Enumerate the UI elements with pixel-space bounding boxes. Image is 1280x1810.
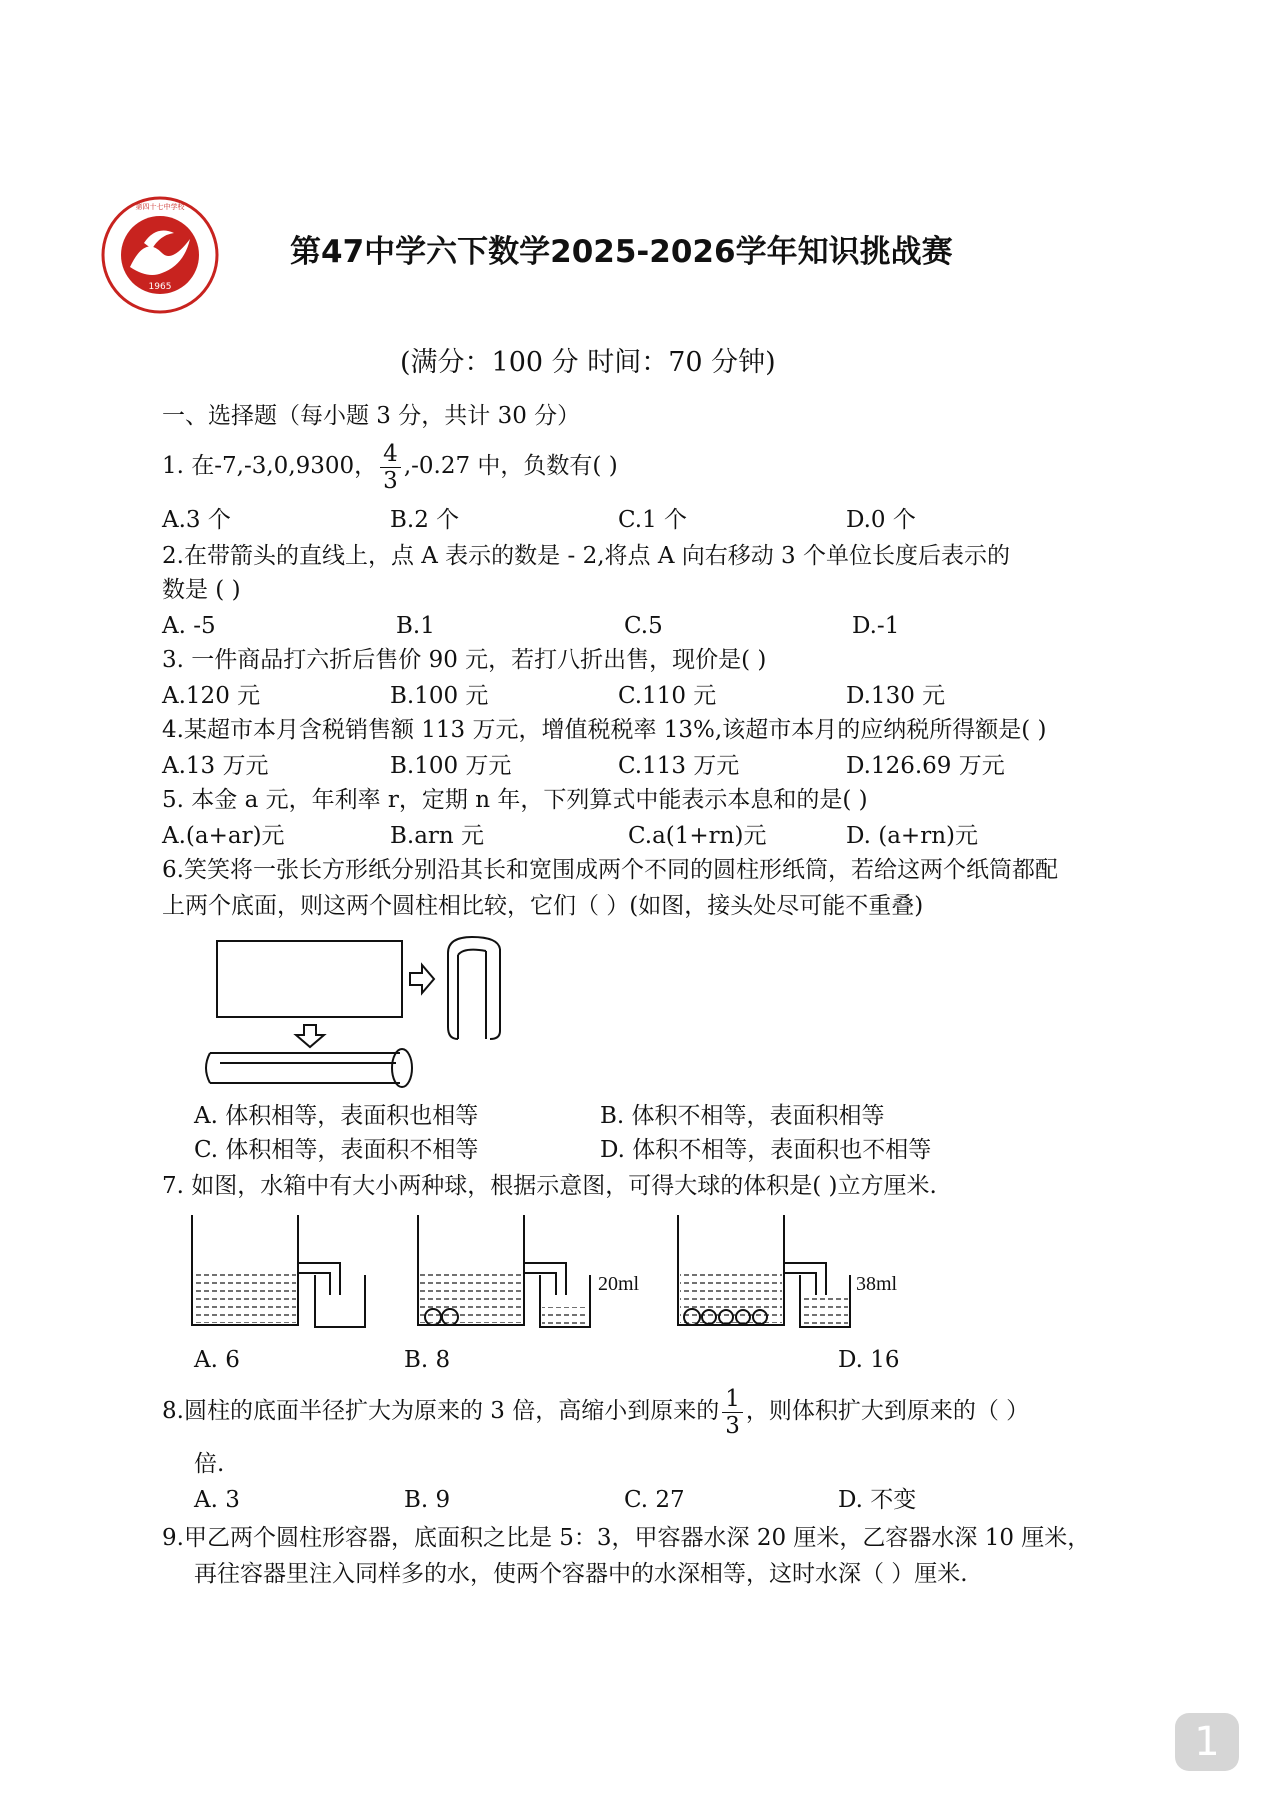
fraction-4-3: $\frac{4}{3}$ — [380, 441, 401, 494]
q1-option-c[interactable]: C.1 个 — [618, 507, 688, 533]
question-2-line1: 2.在带箭头的直线上，点 A 表示的数是 - 2,将点 A 向右移动 3 个单位长度后表示的 — [162, 543, 1011, 569]
q1-option-b[interactable]: B.2 个 — [390, 507, 460, 533]
question-6-line2: 上两个底面，则这两个圆柱相比较，它们（ ）(如图，接头处尽可能不重叠) — [162, 893, 924, 919]
question-1 — [162, 440, 618, 494]
question-3: 3. 一件商品打六折后售价 90 元，若打八折出售，现价是( ) — [162, 647, 767, 673]
logo-year: 1965 — [148, 282, 172, 292]
question-9-line1: 9.甲乙两个圆柱形容器，底面积之比是 5：3，甲容器水深 20 厘米，乙容器水深 10 厘米， — [162, 1525, 1091, 1551]
question-2-line2: 数是 ( ) — [162, 577, 241, 603]
question-8-post: ，则体积扩大到原来的（ ） — [745, 1398, 1030, 1424]
q2-option-a[interactable]: A. -5 — [162, 613, 216, 639]
q7-tank-diagram — [180, 1215, 920, 1335]
q7-option-a[interactable]: A. 6 — [194, 1347, 240, 1373]
q7-label-20ml: 20ml — [598, 1273, 640, 1295]
q7-option-d[interactable]: D. 16 — [838, 1347, 900, 1373]
question-7: 7. 如图，水箱中有大小两种球，根据示意图，可得大球的体积是( )立方厘米. — [162, 1173, 937, 1199]
exam-info: (满分：100 分 时间：70 分钟) — [400, 347, 776, 378]
question-6-line1: 6.笑笑将一张长方形纸分别沿其长和宽围成两个不同的圆柱形纸筒，若给这两个纸筒都配 — [162, 857, 1058, 883]
fraction-1-3: $\frac{1}{3}$ — [722, 1386, 743, 1439]
q5-option-c[interactable]: C.a(1+rn)元 — [628, 823, 767, 849]
q3-option-b[interactable]: B.100 元 — [390, 683, 489, 709]
page-title: 第47中学六下数学2025-2026学年知识挑战赛 — [290, 234, 953, 270]
q8-option-b[interactable]: B. 9 — [404, 1487, 451, 1513]
q5-option-d[interactable]: D. (a+rn)元 — [846, 823, 978, 849]
question-8-line2: 倍. — [194, 1451, 225, 1477]
question-5: 5. 本金 a 元，年利率 r，定期 n 年，下列算式中能表示本息和的是( ) — [162, 787, 868, 813]
section-heading: 一、选择题（每小题 3 分，共计 30 分） — [162, 403, 581, 429]
q6-paper-diagram — [200, 935, 540, 1095]
q1-option-d[interactable]: D.0 个 — [846, 507, 916, 533]
q2-option-d[interactable]: D.-1 — [852, 613, 900, 639]
q2-option-b[interactable]: B.1 — [396, 613, 435, 639]
q6-option-a[interactable]: A. 体积相等，表面积也相等 — [194, 1103, 479, 1129]
question-4: 4.某超市本月含税销售额 113 万元，增值税税率 13%,该超市本月的应纳税所得额是( ) — [162, 717, 1047, 743]
q3-option-c[interactable]: C.110 元 — [618, 683, 717, 709]
question-1-pre: 1. 在-7,-3,0,9300， — [162, 453, 378, 479]
q6-option-c[interactable]: C. 体积相等，表面积不相等 — [194, 1137, 479, 1163]
question-1-post: ,-0.27 中，负数有( ) — [403, 453, 618, 479]
page-number-badge[interactable]: 1 — [1175, 1713, 1239, 1771]
q7-option-b[interactable]: B. 8 — [404, 1347, 451, 1373]
question-9-line2: 再往容器里注入同样多的水，使两个容器中的水深相等，这时水深（ ）厘米. — [194, 1561, 968, 1587]
q2-option-c[interactable]: C.5 — [624, 613, 663, 639]
q6-option-b[interactable]: B. 体积不相等，表面积相等 — [600, 1103, 885, 1129]
q4-option-a[interactable]: A.13 万元 — [162, 753, 269, 779]
q8-option-a[interactable]: A. 3 — [194, 1487, 240, 1513]
q3-option-d[interactable]: D.130 元 — [846, 683, 946, 709]
q4-option-d[interactable]: D.126.69 万元 — [846, 753, 1005, 779]
logo-ring-text: 第四十七中学校 — [135, 203, 185, 211]
q3-option-a[interactable]: A.120 元 — [162, 683, 261, 709]
question-8-pre: 8.圆柱的底面半径扩大为原来的 3 倍，高缩小到原来的 — [162, 1398, 720, 1424]
question-8 — [162, 1385, 1029, 1439]
q5-option-b[interactable]: B.arn 元 — [390, 823, 485, 849]
q4-option-c[interactable]: C.113 万元 — [618, 753, 740, 779]
q8-option-d[interactable]: D. 不变 — [838, 1487, 917, 1513]
q7-label-38ml: 38ml — [856, 1273, 898, 1295]
q8-option-c[interactable]: C. 27 — [624, 1487, 685, 1513]
q5-option-a[interactable]: A.(a+ar)元 — [162, 823, 285, 849]
school-logo — [100, 195, 220, 315]
q1-option-a[interactable]: A.3 个 — [162, 507, 231, 533]
q4-option-b[interactable]: B.100 万元 — [390, 753, 512, 779]
q6-option-d[interactable]: D. 体积不相等，表面积也不相等 — [600, 1137, 932, 1163]
